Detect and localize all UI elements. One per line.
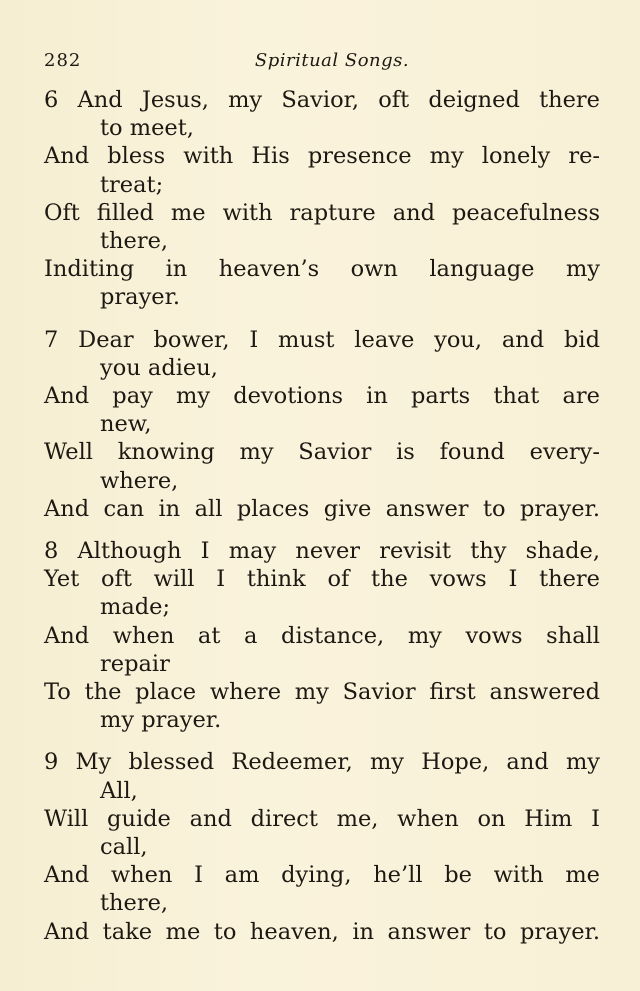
verse-line: Well knowing my Savior is found every- bbox=[44, 439, 600, 466]
verse-line-continuation: new, bbox=[100, 411, 152, 438]
verse-line-continuation: there, bbox=[100, 890, 169, 917]
verse-line: 7 Dear bower, I must leave you, and bid bbox=[44, 326, 600, 353]
verse-line: Oft filled me with rapture and peacefulness bbox=[44, 199, 600, 226]
verse-line: And when at a distance, my vows shall bbox=[44, 622, 600, 649]
verse-line-continuation: repair bbox=[100, 650, 170, 677]
page-number: 282 bbox=[44, 50, 82, 71]
verse-line: And can in all places give answer to prayer. bbox=[44, 495, 600, 522]
stanza-8 bbox=[44, 537, 600, 734]
verse-line-continuation: to meet, bbox=[100, 115, 194, 142]
verse-line: And pay my devotions in parts that are bbox=[44, 383, 600, 410]
verse-line: 6 And Jesus, my Savior, oft deigned there bbox=[44, 87, 600, 113]
verse-line: Will guide and direct me, when on Him I bbox=[44, 805, 600, 832]
verse-line: To the place where my Savior first answered bbox=[44, 679, 600, 706]
stanza-9 bbox=[44, 748, 600, 945]
verse-line: And when I am dying, he’ll be with me bbox=[44, 862, 600, 889]
verse-line-continuation: made; bbox=[100, 594, 171, 621]
stanza-6 bbox=[44, 86, 600, 312]
verse-line: Inditing in heaven’s own language my bbox=[44, 256, 600, 283]
page-header bbox=[44, 50, 600, 74]
verse-line: And bless with His presence my lonely re- bbox=[44, 143, 600, 170]
verse-line: And take me to heaven, in answer to prayer. bbox=[44, 918, 600, 945]
verse-line-continuation: there, bbox=[100, 228, 169, 255]
verse-line-continuation: prayer. bbox=[100, 284, 181, 311]
verse-line: 8 Although I may never revisit thy shade, bbox=[44, 538, 600, 565]
verse-line-continuation: my prayer. bbox=[100, 707, 222, 734]
hymn-text bbox=[44, 86, 600, 946]
verse-line: 9 My blessed Redeemer, my Hope, and my bbox=[44, 749, 600, 776]
verse-line-continuation: you adieu, bbox=[100, 354, 218, 381]
verse-line-continuation: treat; bbox=[100, 171, 164, 198]
verse-line: Yet oft will I think of the vows I there bbox=[44, 566, 600, 593]
verse-line-continuation: call, bbox=[100, 834, 148, 861]
verse-line-continuation: All, bbox=[100, 777, 138, 804]
stanza-7 bbox=[44, 326, 600, 523]
running-title: Spiritual Songs. bbox=[254, 50, 410, 71]
verse-line-continuation: where, bbox=[100, 467, 179, 494]
